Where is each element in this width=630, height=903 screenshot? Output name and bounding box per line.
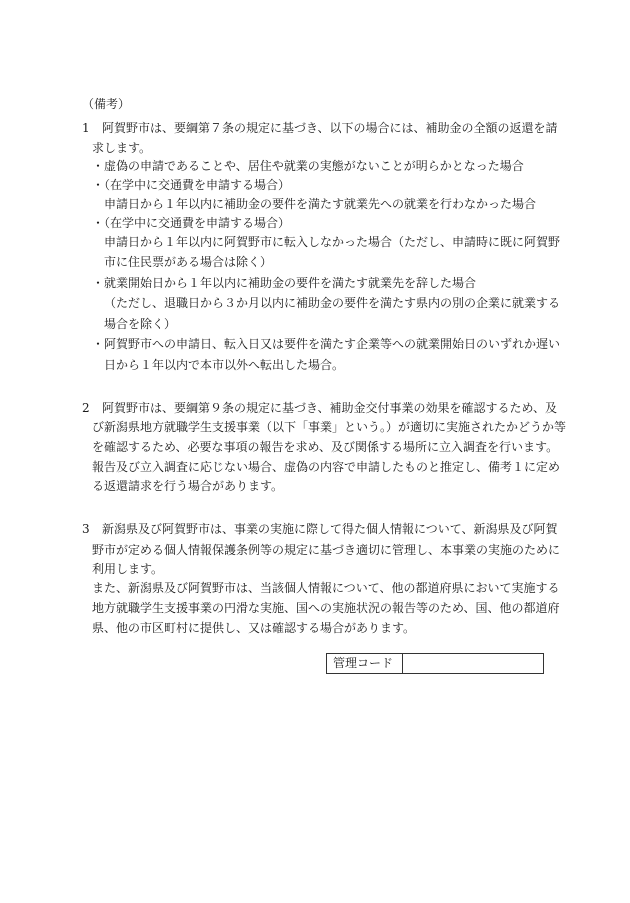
- section1-line: 申請日から１年以内に補助金の要件を満たす就業先への就業を行わなかった場合: [104, 197, 537, 211]
- section1-bullet: ・（在学中に交通費を申請する場合）: [92, 178, 291, 192]
- section3-line: 地方就職学生支援事業の円滑な実施、国への実施状況の報告等のため、国、他の都道府: [92, 601, 560, 615]
- section1-bullet: ・虚偽の申請であることや、居住や就業の実態がないことが明らかとなった場合: [92, 159, 524, 173]
- section1-line: 場合を除く）: [104, 317, 177, 331]
- section1-number: 1: [82, 121, 90, 135]
- section1-bullet: ・（在学中に交通費を申請する場合）: [92, 216, 291, 230]
- section1-line: 市に住民票がある場合は除く）: [104, 255, 273, 269]
- section3-number: 3: [82, 522, 90, 536]
- remarks-heading: （備考）: [82, 97, 131, 111]
- section2-line: を確認するため、必要な事項の報告を求め、及び関係する場所に立入調査を行います。: [92, 440, 559, 454]
- section1-line: 求します。: [92, 141, 152, 155]
- section1-line: 申請日から１年以内に阿賀野市に転入しなかった場合（ただし、申請時に既に阿賀野: [104, 235, 561, 249]
- section2-line: る返還請求を行う場合があります。: [92, 479, 284, 493]
- section2-line: び新潟県地方就職学生支援事業（以下「事業」という。）が適切に実施されたかどうか等: [92, 420, 567, 434]
- section3-line: 利用します。: [92, 562, 164, 576]
- section2-line: 報告及び立入調査に応じない場合、虚偽の内容で申請したものと推定し、備考１に定め: [92, 460, 561, 474]
- management-code-box: [326, 653, 544, 674]
- section1-line: 阿賀野市は、要綱第７条の規定に基づき、以下の場合には、補助金の全額の返還を請: [102, 121, 558, 135]
- section1-line: （ただし、退職日から３か月以内に補助金の要件を満たす県内の別の企業に就業する: [104, 296, 561, 310]
- section3-line: また、新潟県及び阿賀野市は、当該個人情報について、他の都道府県において実施する: [92, 581, 560, 595]
- management-code-field[interactable]: [403, 654, 543, 673]
- section3-line: 県、他の市区町村に提供し、又は確認する場合があります。: [92, 621, 416, 635]
- management-code-label: 管理コード: [327, 654, 403, 673]
- section1-line: 日から１年以内で本市以外へ転出した場合。: [104, 358, 345, 372]
- section1-bullet: ・就業開始日から１年以内に補助金の要件を満たす就業先を辞した場合: [92, 276, 477, 290]
- section3-line: 新潟県及び阿賀野市は、事業の実施に際して得た個人情報について、新潟県及び阿賀: [102, 522, 558, 536]
- section1-bullet: ・阿賀野市への申請日、転入日又は要件を満たす企業等への就業開始日のいずれか遅い: [92, 337, 561, 351]
- section2-number: 2: [82, 401, 90, 415]
- section3-line: 野市が定める個人情報保護条例等の規定に基づき適切に管理し、本事業の実施のために: [92, 543, 561, 557]
- section2-line: 阿賀野市は、要綱第９条の規定に基づき、補助金交付事業の効果を確認するため、及: [102, 401, 558, 415]
